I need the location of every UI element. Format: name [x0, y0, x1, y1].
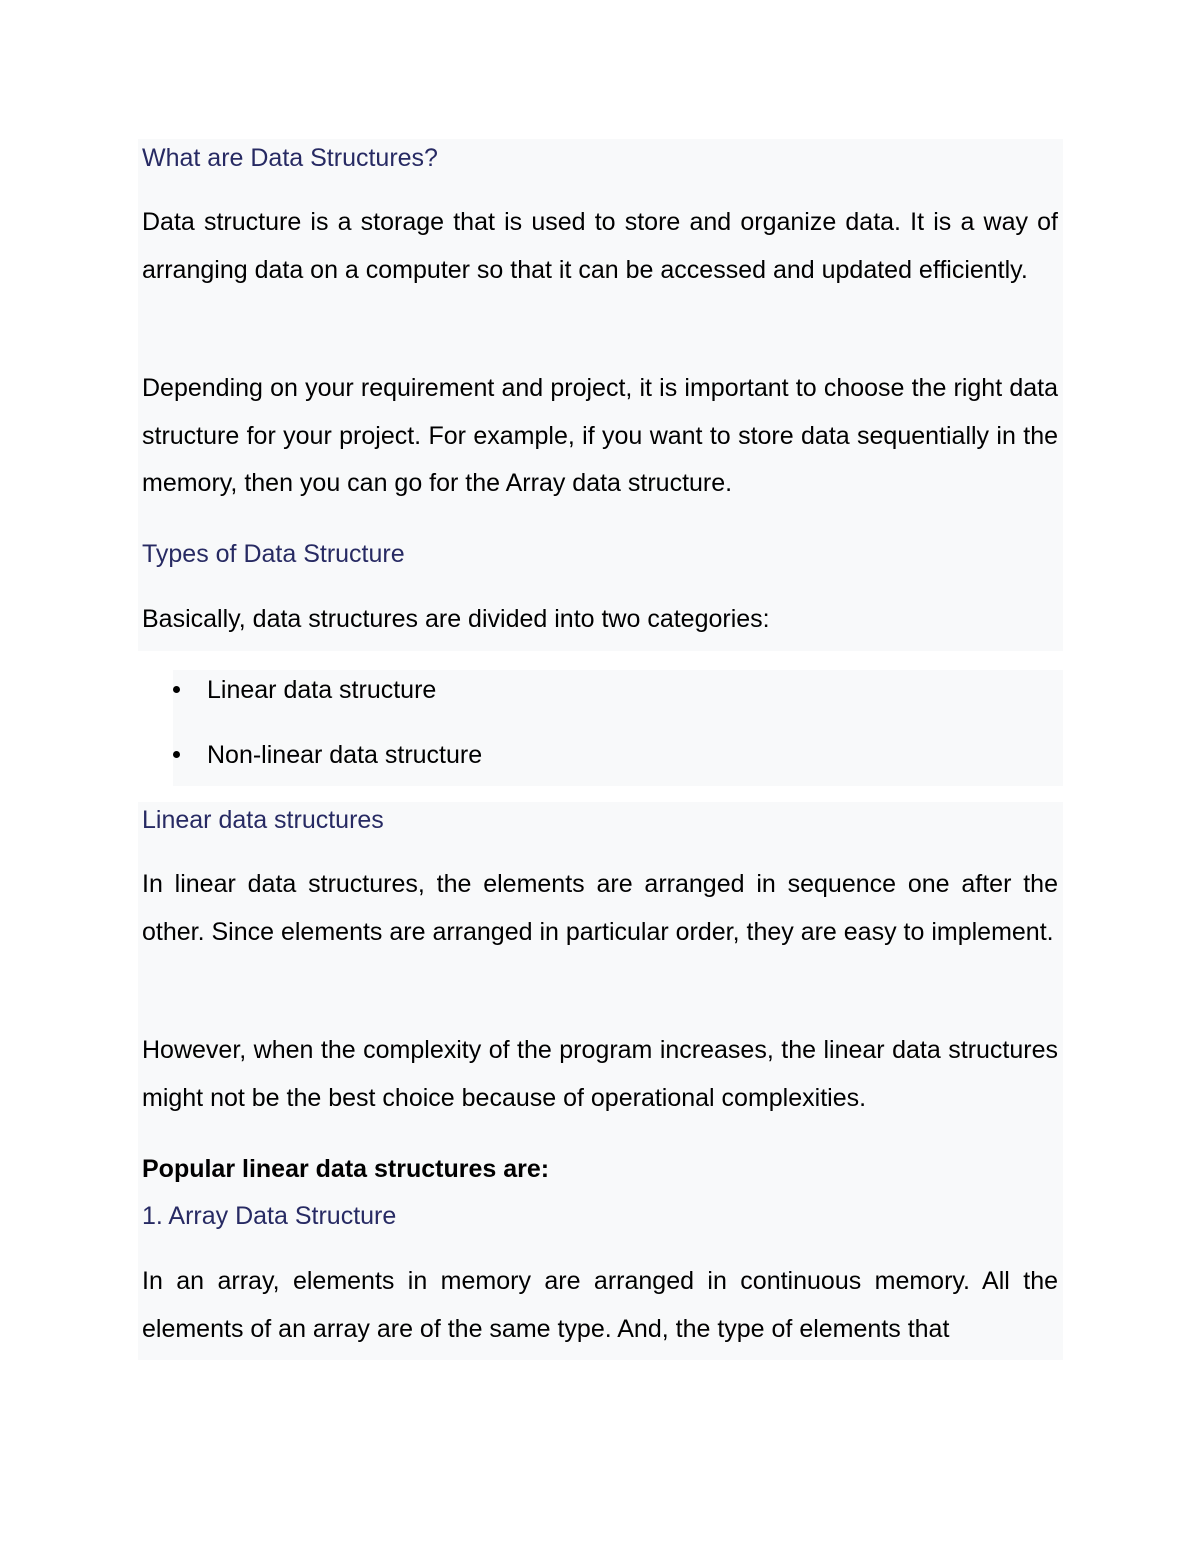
linear-paragraph-2: However, when the complexity of the program increases, the linear data structures might not be the best choice because of operational complexities.	[142, 1036, 1058, 1112]
array-heading: 1. Array Data Structure	[142, 1202, 397, 1230]
list-item	[173, 738, 482, 772]
types-paragraph: Basically, data structures are divided into two categories:	[142, 605, 770, 633]
list-item-label: Linear data structure	[207, 676, 437, 704]
types-heading: Types of Data Structure	[142, 540, 405, 568]
array-paragraph: In an array, elements in memory are arranged in continuous memory. All the elements of an array are of the same type. And, the type of elements that	[142, 1267, 1058, 1343]
linear-heading: Linear data structures	[142, 806, 384, 834]
intro-paragraph-2: Depending on your requirement and project, it is important to choose the right data structure for your project. For example, if you want to store data sequentially in the memory, then you can go for the Array data structure.	[142, 374, 1058, 497]
bullet-icon	[173, 686, 180, 693]
list-item	[173, 673, 436, 707]
list-item-label: Non-linear data structure	[207, 741, 483, 769]
linear-paragraph-1: In linear data structures, the elements are arranged in sequence one after the other. Since elements are arranged in particular order, they are easy to implement.	[142, 870, 1058, 946]
intro-heading: What are Data Structures?	[142, 144, 438, 172]
intro-paragraph-1: Data structure is a storage that is used to store and organize data. It is a way of arranging data on a computer so that it can be accessed and updated efficiently.	[142, 208, 1058, 284]
popular-heading: Popular linear data structures are:	[142, 1155, 550, 1183]
bullet-icon	[173, 751, 180, 758]
